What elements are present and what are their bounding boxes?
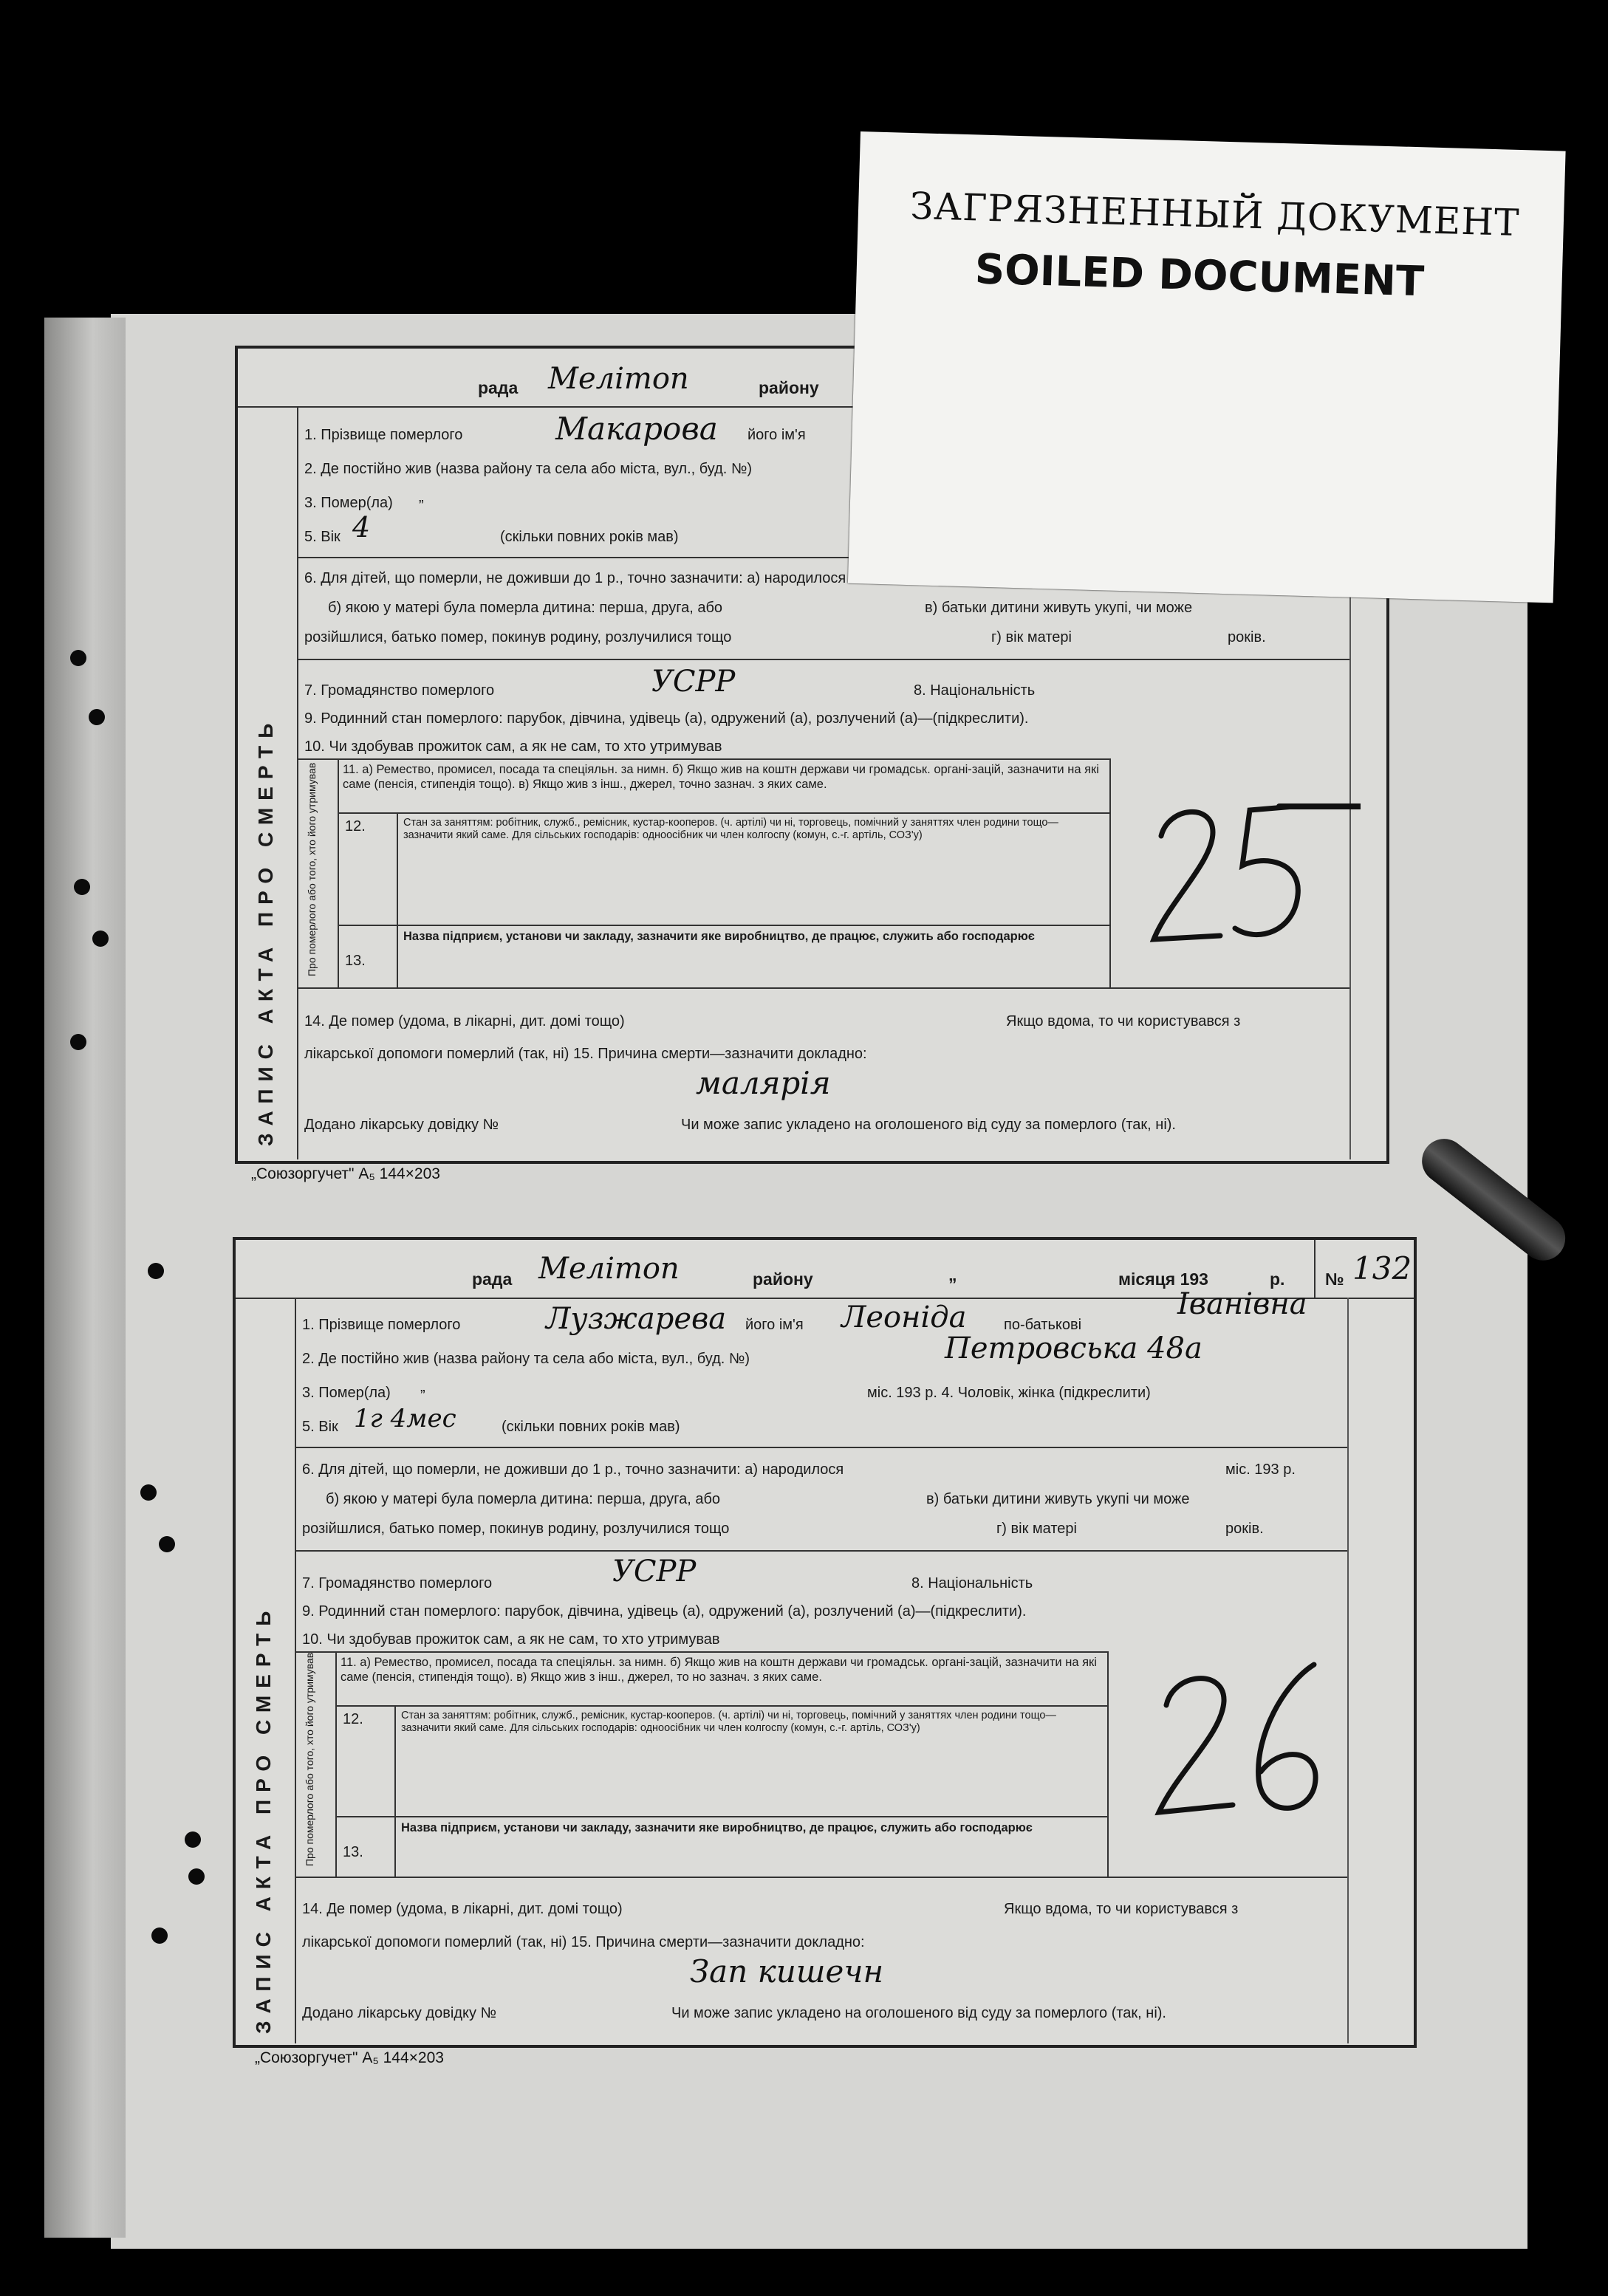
- binding-hole: [148, 1263, 164, 1279]
- field-mother-age-label: г) вік матері: [996, 1521, 1077, 1537]
- occupation-side-note: Про померлого або того, хто його утримував: [304, 1652, 315, 1866]
- hw-name: Леоніда: [841, 1301, 967, 1334]
- occupation-side-note: Про померлого або того, хто його утримував: [306, 762, 318, 976]
- header-month: місяця 193: [1118, 1269, 1208, 1289]
- field-home-death-label: Якщо вдома, то чи користувався з: [1006, 1013, 1241, 1029]
- death-record-form-2: [233, 1237, 1417, 2048]
- binding-hole: [70, 1034, 86, 1050]
- binding-hole: [74, 879, 90, 895]
- hw-patronymic: Іванівна: [1177, 1287, 1307, 1321]
- header-rada: рада: [472, 1269, 513, 1289]
- header-quote: „: [948, 1265, 957, 1284]
- field-court-label: Чи може запис укладено на оголошеного від суду за померлого (так, ні).: [681, 1117, 1176, 1133]
- hw-address: Петровська 48а: [945, 1332, 1202, 1365]
- hw-cause: Зап кишечн: [690, 1953, 884, 1990]
- hw-citizenship: УСРР: [612, 1555, 697, 1589]
- hw-record-number: 132: [1352, 1250, 1412, 1286]
- field-parents-status: розійшлися, батько помер, покинув родину, розлучилися тощо: [304, 629, 732, 645]
- field-children-month: міс. 193 р.: [1225, 1461, 1296, 1478]
- field-parents-label: в) батьки дитини живуть укупі, чи може: [925, 600, 1193, 616]
- header-rada: рада: [478, 378, 519, 397]
- field-livelihood-label: 10. Чи здобував прожиток сам, а як не сам, то хто утримував: [302, 1631, 720, 1648]
- field-children-label: 6. Для дітей, що померли, не доживши до 1 р., точно зазначити: а) народилося: [304, 570, 846, 586]
- form-1-footer: „Союзоргучет" А₅ 144×203: [251, 1165, 440, 1182]
- field-citizenship-label: 7. Громадянство померлого: [304, 682, 495, 699]
- field-died-label: 3. Помер(ла): [304, 495, 393, 511]
- field-cause-label: лікарської допомоги померлий (так, ні) 15. Причина смерти—зазначити докладно:: [302, 1934, 865, 1950]
- field-13-number: 13.: [345, 953, 366, 969]
- hw-surname: Лузжарева: [546, 1302, 727, 1336]
- form-2-footer: „Союзоргучет" А₅ 144×203: [255, 2049, 444, 2066]
- binding-hole: [89, 709, 105, 725]
- form-side-title: ЗАПИС АКТА ПРО СМЕРТЬ: [254, 716, 277, 1146]
- field-livelihood-label: 10. Чи здобував прожиток сам, а як не сам, то хто утримував: [304, 739, 722, 755]
- field-certificate-label: Додано лікарську довідку №: [302, 2005, 496, 2021]
- field-child-order-label: б) якою у матері була померла дитина: перша, друга, або: [326, 1491, 721, 1507]
- field-address-label: 2. Де постійно жив (назва району та села або міста, вул., буд. №): [304, 461, 753, 477]
- hw-big-number-drawing: [1144, 1654, 1336, 1831]
- hw-age: 4: [352, 511, 371, 544]
- field-occupation-11: 11. а) Ремество, промисел, посада та спеціяльн. за нимн. б) Якщо жив на коштн держави чи громадськ. органі-зацій, зазначити на які саме (пенсія, стипендія тощо). в) Якщо жив з інш., джерел, то но зазнач. з яких саме.: [341, 1656, 1097, 1684]
- field-place-of-death-label: 14. Де помер (удома, в лікарні, дит. домі тощо): [302, 1901, 623, 1917]
- field-marital-label: 9. Родинний стан померлого: парубок, дівчина, удівець (а), одружений (а), розлучений (а)—(підкреслити).: [304, 710, 1029, 727]
- hw-cause: малярія: [696, 1065, 831, 1101]
- hw-surname: Макарова: [555, 411, 718, 447]
- form-side-title: ЗАПИС АКТА ПРО СМЕРТЬ: [252, 1603, 275, 2034]
- field-12-number: 12.: [345, 818, 366, 835]
- binding-hole: [92, 931, 109, 947]
- field-sex-label: міс. 193 р. 4. Чоловік, жінка (підкреслити): [867, 1385, 1151, 1401]
- hw-big-number: [1166, 1683, 1167, 1684]
- field-name-label: його ім'я: [747, 427, 806, 443]
- field-died-quote: „: [420, 1379, 425, 1395]
- field-12-number: 12.: [343, 1711, 363, 1727]
- field-age-label: 5. Вік: [304, 529, 341, 545]
- binding-hole: [151, 1927, 168, 1944]
- field-surname-label: 1. Прізвище померлого: [302, 1317, 461, 1333]
- field-age-label: 5. Вік: [302, 1419, 338, 1435]
- header-raion: району: [753, 1269, 813, 1289]
- binding-hole: [185, 1831, 201, 1848]
- field-age-note: (скільки повних років мав): [500, 529, 679, 545]
- label-russian: ЗАГРЯЗНЕННЫЙ ДОКУМЕНТ: [909, 184, 1521, 244]
- field-workplace-13: Назва підприєм, установи чи закладу, зазначити яке виробництво, де працює, служить або господарює: [403, 930, 1035, 943]
- binding-edge: [44, 318, 126, 2238]
- field-parents-status: розійшлися, батько помер, покинув родину, розлучилися тощо: [302, 1521, 730, 1537]
- field-nationality-label: 8. Національність: [914, 682, 1036, 699]
- binding-hole: [140, 1484, 157, 1501]
- field-child-order-label: б) якою у матері була померла дитина: перша, друга, або: [328, 600, 723, 616]
- field-parents-label: в) батьки дитини живуть укупі чи може: [926, 1491, 1190, 1507]
- hw-citizenship: УСРР: [651, 665, 736, 699]
- field-surname-label: 1. Прізвище померлого: [304, 427, 463, 443]
- binding-hole: [188, 1868, 205, 1885]
- field-name-label: його ім'я: [745, 1317, 804, 1333]
- binding-hole: [70, 650, 86, 666]
- field-nationality-label: 8. Національність: [911, 1575, 1033, 1591]
- field-mother-age-years: років.: [1225, 1521, 1264, 1537]
- field-13-number: 13.: [343, 1844, 363, 1860]
- field-mother-age-label: г) вік матері: [991, 629, 1072, 645]
- field-status-12: Стан за заняттям: робітник, служб., ремісник, кустар-кооперов. (ч. артілі) чи ні, торговець, помічний у заняттях член родини тощо—зазначити який саме. Для сільських господарів: одноосібник чи член колгоспу (комун, с.-г. артіль, СОЗ'у): [403, 817, 1058, 841]
- field-age-note: (скільки повних років мав): [502, 1419, 680, 1435]
- field-address-label: 2. Де постійно жив (назва району та села або міста, вул., буд. №): [302, 1351, 750, 1367]
- header-number-sign: №: [1325, 1269, 1344, 1289]
- field-died-label: 3. Помер(ла): [302, 1385, 391, 1401]
- hw-rada: Мелітоп: [538, 1252, 680, 1286]
- header-r: р.: [1270, 1269, 1285, 1289]
- binding-hole: [159, 1536, 175, 1552]
- field-died-quote: „: [419, 489, 424, 505]
- field-occupation-11: 11. а) Ремество, промисел, посада та спеціяльн. за нимн. б) Якщо жив на коштн держави чи громадськ. органі-зацій, зазначити на які саме (пенсія, стипендія тощо). в) Якщо жив з інш., джерел, точно зазнач. з яких саме.: [343, 763, 1099, 791]
- field-status-12: Стан за заняттям: робітник, служб., ремісник, кустар-кооперов. (ч. артілі) чи ні, торговець, помічний у заняттях член родини тощо—зазначити який саме. Для сільських господарів: одноосібник чи член колгоспу (комун, с.-г. артіль, СОЗ'у): [401, 1710, 1056, 1734]
- field-cause-label: лікарської допомоги померлий (так, ні) 15. Причина смерти—зазначити докладно:: [304, 1046, 867, 1062]
- field-certificate-label: Додано лікарську довідку №: [304, 1117, 499, 1133]
- field-place-of-death-label: 14. Де помер (удома, в лікарні, дит. домі тощо): [304, 1013, 625, 1029]
- field-children-label: 6. Для дітей, що померли, не доживши до 1 р., точно зазначити: а) народилося: [302, 1461, 844, 1478]
- field-court-label: Чи може запис укладено на оголошеного від суду за померлого (так, ні).: [671, 2005, 1166, 2021]
- field-citizenship-label: 7. Громадянство померлого: [302, 1575, 493, 1591]
- field-marital-label: 9. Родинний стан померлого: парубок, дівчина, удівець (а), одружений (а), розлучений (а)—(підкреслити).: [302, 1603, 1027, 1620]
- label-english: SOILED DOCUMENT: [974, 245, 1425, 306]
- field-workplace-13: Назва підприєм, установи чи закладу, зазначити яке виробництво, де працює, служить або господарює: [401, 1821, 1033, 1834]
- hw-rada: Мелітоп: [548, 362, 689, 396]
- hw-age: 1г 4мес: [354, 1404, 456, 1433]
- field-patronymic-label: по-батькові: [1004, 1317, 1082, 1333]
- field-mother-age-years: років.: [1228, 629, 1266, 645]
- hw-big-number-drawing: [1139, 792, 1361, 962]
- header-raion: району: [759, 378, 819, 397]
- soiled-document-label: [848, 131, 1566, 603]
- field-home-death-label: Якщо вдома, то чи користувався з: [1004, 1901, 1239, 1917]
